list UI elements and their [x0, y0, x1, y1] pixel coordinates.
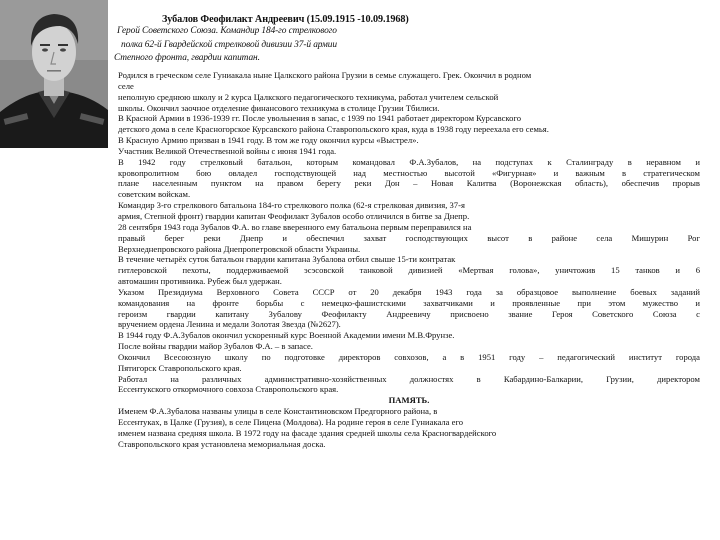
text-line: советским войскам.	[118, 189, 191, 200]
text-line: В Красной Армии в 1936-1939 гг. После увольнения в запас, с 1939 по 1941 работает директором Курсавского	[118, 113, 522, 124]
text-line: армия, Степной фронт) гвардии капитан Феофилакт Зубалов особо отличился в битве за Днепр.	[118, 210, 470, 221]
text-line: Родился в греческом селе Гуниакала ныне Цалкского района Грузии в семье служащего. Грек. Окончил в родном	[118, 70, 532, 80]
text-line: автомашин противника. Рубеж был удержан.	[118, 276, 282, 287]
text-line: Ессентуках, в Цалке (Грузия), в селе Пицена (Молдова). На родине героя в селе Гуниакала его	[118, 417, 464, 427]
text-line: После войны гвардии майор Зубалов Ф.А. – в запасе.	[118, 341, 313, 352]
text-line: Окончил Всесоюзную школу по подготовке директоров совхозов, а в 1951 году – педагогический институт города	[118, 351, 700, 362]
text-line: Пятигорск Ставропольского края.	[118, 362, 242, 373]
text-line: вручением ордена Ленина и медали Золотая Звезда (№2627).	[118, 319, 341, 330]
text-line: именем названа средняя школа. В 1972 году на фасаде здания средней школы села Красногвардейского	[118, 427, 497, 438]
text-line: кровопролитном бою овладел господствующей над местностью высотой «Фигурная» и важным в стратегическом	[118, 167, 700, 178]
text-line: Ставропольского края установлена мемориальная доска.	[118, 438, 326, 449]
text-line: Работал на различных административно-хозяйственных должностях в Кабардино-Балкарии, Грузии, директором	[118, 373, 700, 384]
text-line: В Красную Армию призван в 1941 году. В том же году окончил курсы «Выстрел».	[118, 135, 419, 146]
text-line: Ессентукского откормочного совхоза Ставропольского края.	[118, 384, 339, 395]
text-line: Командир 3-го стрелкового батальона 184-го стрелкового полка (62-я стрелковая дивизия, 37-я	[118, 200, 465, 211]
text-line: школы. Окончил заочное отделение финансового техникума в столице Грузии Тбилиси.	[118, 102, 440, 113]
hero-name-heading: Зубалов Феофилакт Андреевич (15.09.1915 -10.09.1968)	[162, 14, 409, 25]
text-line: В течение четырёх суток батальон гвардии капитана Зубалова отбил свыше 15-ти контратак	[118, 254, 456, 265]
text-line: 28 сентября 1943 года Зубалов Ф.А. во главе вверенного ему батальона первым переправился на	[118, 221, 472, 232]
text-line: Участник Великой Отечественной войны с июня 1941 года.	[118, 145, 337, 156]
text-line: детского дома в селе Красногорское Курсавского района Ставропольского края, куда в 1938 году переехала его семья.	[118, 124, 549, 135]
text-line: героизм гвардии капитану Зубалову Феофилакту Андреевичу присвоено звание Героя Советского Союза с	[118, 308, 700, 319]
header-caption	[114, 14, 414, 66]
text-line: неполную среднюю школу и 2 курса Цалкского педагогического техникума, работал учителем сельской	[118, 91, 499, 102]
text-line: Верхнеднепровского района Днепропетровской области Украины.	[118, 243, 361, 254]
subtitle-line: Герой Советского Союза. Командир 184-го стрелкового	[117, 26, 337, 36]
text-line: Указом Президиума Верховного Совета СССР от 20 декабря 1943 года за образцовое выполнение боевых заданий	[118, 286, 700, 297]
text-line: плане населенным пунктом на правом берегу реки Дон – Новая Калитва (Воронежская область), обеспечив прорыв	[118, 178, 700, 189]
portrait-photo	[0, 0, 108, 148]
text-line: командования на фронте борьбы с немецко-фашистскими захватчиками и проявленные при этом мужество и	[118, 297, 700, 308]
text-line: правый берег реки Днепр и обеспечил захват господствующих высот в районе села Мишурин Рог	[118, 232, 700, 243]
subtitle-line: Степного фронта, гвардии капитан.	[114, 53, 260, 64]
text-line: селе	[118, 80, 134, 91]
memory-heading: ПАМЯТЬ.	[388, 395, 430, 406]
biography-text	[118, 70, 700, 450]
text-line: В 1944 году Ф.А.Зубалов окончил ускоренный курс Военной Академии имени М.В.Фрунзе.	[118, 330, 455, 341]
text-line: гитлеровской пехоты, поддерживаемой эсэсовской танковой дивизией «Мертвая голова», уничтожив 15 танков и 6	[118, 265, 700, 276]
subtitle-line: полка 62-й Гвардейской стрелковой дивизии 37-й армии	[121, 39, 337, 50]
text-line: Именем Ф.А.Зубалова названы улицы в селе Константиновском Предгорного района, в	[118, 406, 438, 417]
text-line: В 1942 году стрелковый батальон, которым командовал Ф.А.Зубалов, на подступах к Сталинграду в неравном и	[118, 156, 700, 167]
portrait-photo-icon	[0, 0, 108, 148]
